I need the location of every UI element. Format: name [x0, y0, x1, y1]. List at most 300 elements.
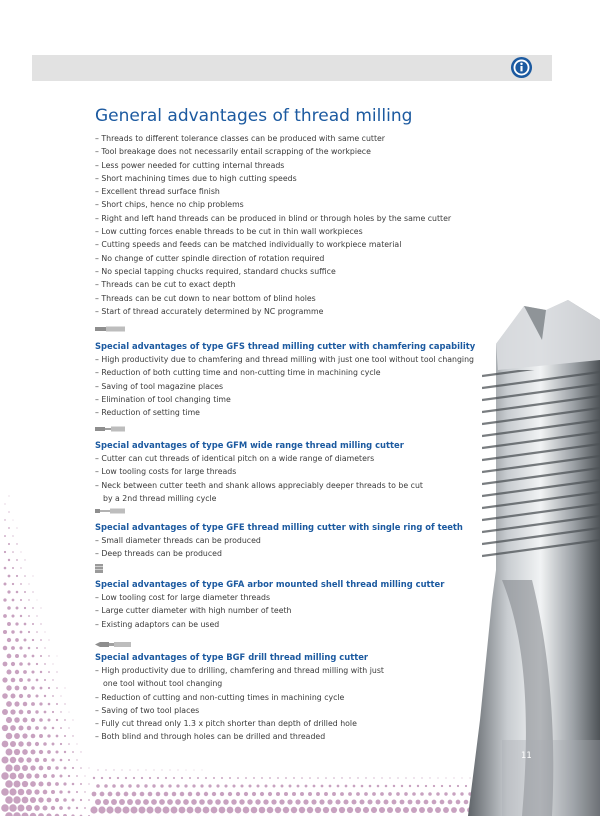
decorative-dot — [41, 608, 42, 609]
decorative-dot — [64, 703, 65, 704]
decorative-dot — [6, 733, 13, 740]
gfe-cutter-icon — [95, 508, 125, 514]
decorative-dot — [388, 792, 392, 796]
decorative-dot — [428, 792, 432, 796]
gfm-cutter-icon — [95, 426, 125, 432]
decorative-dot — [411, 807, 417, 813]
decorative-dot — [48, 639, 49, 640]
decorative-dot — [396, 792, 400, 796]
decorative-dot — [13, 780, 20, 787]
bgf-cutter-icon — [95, 641, 131, 648]
decorative-dot — [335, 799, 340, 804]
decorative-dot — [301, 777, 303, 779]
dash-bullet: – — [95, 705, 102, 715]
decorative-dot — [205, 777, 207, 779]
decorative-dot — [43, 726, 46, 729]
bgf-list — [95, 664, 475, 744]
list-item — [95, 380, 475, 393]
decorative-dot — [27, 726, 31, 730]
decorative-dot — [257, 785, 260, 788]
decorative-dot — [215, 799, 221, 805]
decorative-dot — [101, 777, 103, 779]
decorative-dot — [124, 792, 129, 797]
decorative-dot — [380, 792, 384, 796]
decorative-dot — [173, 777, 175, 779]
decorative-dot — [3, 598, 6, 601]
decorative-dot — [45, 632, 46, 633]
decorative-dot — [4, 583, 7, 586]
decorative-dot — [13, 796, 20, 803]
decorative-dot — [453, 777, 454, 778]
list-item — [95, 406, 475, 419]
decorative-dot — [14, 701, 19, 706]
decorative-dot — [44, 647, 45, 648]
decorative-dot — [80, 783, 82, 785]
decorative-dot — [19, 710, 24, 715]
list-item — [95, 664, 475, 691]
decorative-dot — [80, 799, 82, 801]
decorative-dot — [3, 614, 7, 618]
decorative-dot — [23, 702, 28, 707]
decorative-dot — [417, 785, 419, 787]
decorative-dot — [355, 807, 361, 813]
decorative-dot — [221, 777, 223, 779]
decorative-dot — [13, 520, 14, 521]
decorative-dot — [15, 622, 18, 625]
decorative-dot — [183, 799, 189, 805]
decorative-dot — [97, 769, 98, 770]
decorative-dot — [44, 679, 46, 681]
decorative-dot — [31, 670, 34, 673]
decorative-dot — [176, 784, 179, 787]
decorative-dot — [437, 777, 438, 778]
decorative-dot — [15, 686, 20, 691]
decorative-dot — [43, 790, 48, 795]
decorative-dot — [52, 743, 55, 746]
decorative-dot — [141, 777, 143, 779]
decorative-dot — [14, 765, 21, 772]
section-gfm — [95, 439, 475, 505]
decorative-dot — [16, 527, 17, 528]
decorative-dot — [60, 775, 63, 778]
decorative-dot — [300, 792, 304, 796]
decorative-dot — [34, 789, 39, 794]
list-item-text: Right and left hand threads can be produced in blind or through holes by the same cutter — [101, 213, 452, 223]
decorative-dot — [171, 807, 178, 814]
decorative-dot — [409, 785, 411, 787]
decorative-dot — [22, 781, 28, 787]
decorative-dot — [15, 638, 19, 642]
decorative-dot — [69, 712, 70, 713]
decorative-dot — [140, 792, 145, 797]
decorative-dot — [343, 799, 348, 804]
gfm-list — [95, 452, 475, 505]
decorative-dot — [244, 792, 248, 796]
list-item-text: Reduction of cutting and non-cutting times in machining cycle — [101, 692, 345, 702]
info-icon — [510, 56, 533, 79]
section-heading: Special advantages of type GFS thread milling cutter with chamfering capability — [95, 341, 476, 351]
decorative-dot — [80, 767, 82, 769]
decorative-dot — [103, 799, 109, 805]
decorative-dot — [36, 679, 39, 682]
decorative-dot — [122, 806, 129, 813]
decorative-dot — [24, 607, 26, 609]
decorative-dot — [42, 805, 47, 810]
decorative-dot — [30, 781, 36, 787]
decorative-dot — [172, 792, 177, 797]
decorative-dot — [22, 797, 29, 804]
decorative-dot — [440, 800, 445, 805]
gfa-cutter-icon — [95, 564, 103, 573]
list-item-text: Saving of two tool places — [101, 705, 200, 715]
decorative-dot — [287, 799, 292, 804]
decorative-dot — [211, 807, 218, 814]
decorative-dot — [376, 800, 381, 805]
decorative-dot — [44, 711, 47, 714]
decorative-dot — [18, 757, 24, 763]
decorative-dot — [26, 789, 32, 795]
decorative-dot — [11, 630, 14, 633]
header-bar — [32, 55, 552, 81]
decorative-dot — [68, 743, 70, 745]
decorative-dot — [204, 792, 208, 796]
list-item-text: Small diameter threads can be produced — [101, 536, 261, 545]
decorative-dot — [11, 694, 16, 699]
decorative-dot — [284, 792, 288, 796]
decorative-dot — [109, 777, 111, 779]
decorative-dot — [255, 799, 260, 804]
decorative-dot — [345, 785, 348, 788]
decorative-dot — [22, 749, 28, 755]
decorative-dot — [387, 807, 393, 813]
decorative-dot — [220, 792, 224, 796]
decorative-dot — [105, 769, 106, 770]
dash-bullet: – — [95, 606, 102, 616]
decorative-dot — [38, 797, 43, 802]
decorative-dot — [68, 759, 70, 761]
decorative-dot — [35, 710, 38, 713]
decorative-dot — [100, 792, 105, 797]
decorative-dot — [32, 623, 34, 625]
decorative-dot — [413, 777, 414, 778]
decorative-dot — [16, 607, 19, 610]
decorative-dot — [36, 647, 38, 649]
dash-bullet: – — [95, 394, 102, 404]
decorative-dot — [72, 799, 75, 802]
decorative-dot — [52, 663, 53, 664]
decorative-dot — [152, 784, 155, 787]
list-item — [95, 452, 475, 465]
decorative-dot — [18, 773, 24, 779]
dash-bullet: – — [95, 454, 102, 463]
gfs-cutter-icon — [95, 326, 125, 332]
decorative-dot — [6, 669, 11, 674]
section-bgf — [95, 651, 475, 744]
decorative-dot — [331, 807, 337, 813]
dash-bullet: – — [95, 666, 102, 675]
decorative-dot — [168, 784, 171, 787]
decorative-dot — [84, 775, 85, 776]
decorative-dot — [403, 807, 409, 813]
decorative-dot — [27, 678, 30, 681]
decorative-dot — [309, 777, 311, 779]
decorative-dot — [28, 647, 31, 650]
decorative-dot — [405, 777, 406, 778]
decorative-dot — [5, 764, 12, 771]
list-item — [95, 265, 465, 278]
decorative-dot — [239, 799, 244, 804]
list-item-text: Threads can be cut down to near bottom of blind holes — [101, 293, 316, 303]
list-item — [95, 604, 475, 617]
decorative-dot — [63, 798, 67, 802]
decorative-dot — [35, 694, 38, 697]
decorative-dot — [389, 777, 390, 778]
decorative-dot — [55, 782, 59, 786]
decorative-dot — [39, 750, 43, 754]
decorative-dot — [28, 583, 29, 584]
decorative-dot — [35, 726, 39, 730]
decorative-dot — [165, 777, 167, 779]
section-heading: Special advantages of type GFM wide range thread milling cutter — [95, 440, 404, 450]
decorative-dot — [135, 799, 141, 805]
list-item — [95, 479, 475, 506]
decorative-dot — [95, 799, 101, 805]
dash-bullet: – — [95, 213, 102, 223]
list-item-text: Existing adaptors can be used — [101, 619, 220, 629]
decorative-dot — [2, 693, 8, 699]
decorative-dot — [14, 733, 20, 739]
decorative-dot — [252, 792, 256, 796]
decorative-dot — [2, 741, 9, 748]
decorative-dot — [179, 807, 186, 814]
decorative-dot — [12, 535, 13, 536]
decorative-dot — [7, 590, 10, 593]
decorative-dot — [21, 552, 22, 553]
decorative-dot — [47, 798, 52, 803]
decorative-dot — [359, 799, 364, 804]
decorative-dot — [269, 777, 271, 779]
decorative-dot — [26, 805, 32, 811]
dash-bullet: – — [95, 173, 102, 183]
decorative-dot — [259, 807, 266, 814]
decorative-dot — [267, 807, 274, 814]
decorative-dot — [39, 718, 43, 722]
list-item — [95, 618, 475, 631]
decorative-dot — [194, 770, 195, 771]
dash-bullet: – — [95, 227, 102, 237]
dash-bullet: – — [95, 293, 102, 303]
decorative-dot — [23, 718, 28, 723]
decorative-dot — [10, 773, 17, 780]
decorative-dot — [373, 777, 374, 778]
list-item-text: Low tooling cost for large diameter threads — [101, 593, 271, 602]
list-item — [95, 591, 475, 604]
decorative-dot — [39, 766, 44, 771]
decorative-dot — [8, 575, 11, 578]
decorative-dot — [377, 785, 380, 788]
decorative-dot — [321, 785, 324, 788]
decorative-dot — [35, 742, 39, 746]
decorative-dot — [340, 792, 344, 796]
decorative-dot — [51, 758, 54, 761]
decorative-dot — [1, 772, 8, 779]
decorative-dot — [384, 800, 389, 805]
decorative-dot — [191, 799, 197, 805]
decorative-dot — [1, 804, 9, 812]
decorative-dot — [19, 646, 22, 649]
decorative-dot — [6, 717, 12, 723]
decorative-dot — [307, 807, 313, 813]
decorative-dot — [68, 775, 70, 777]
decorative-dot — [12, 551, 14, 553]
decorative-dot — [363, 807, 369, 813]
dash-bullet: – — [95, 253, 102, 263]
decorative-dot — [392, 800, 397, 805]
decorative-dot — [353, 785, 356, 788]
page-title: General advantages of thread milling — [95, 106, 413, 126]
decorative-dot — [456, 800, 461, 805]
decorative-dot — [251, 807, 258, 814]
list-item — [95, 145, 465, 158]
decorative-dot — [273, 785, 276, 788]
dash-bullet: – — [95, 692, 102, 702]
decorative-dot — [116, 792, 121, 797]
decorative-dot — [332, 792, 336, 796]
dash-bullet: – — [95, 240, 102, 250]
decorative-dot — [18, 805, 25, 812]
decorative-dot — [188, 792, 192, 796]
list-item — [95, 132, 465, 145]
decorative-dot — [43, 758, 47, 762]
decorative-dot — [34, 805, 40, 811]
decorative-dot — [8, 527, 10, 529]
dash-bullet: – — [95, 368, 102, 378]
decorative-dot — [138, 806, 145, 813]
decorative-dot — [98, 806, 105, 813]
decorative-dot — [23, 670, 27, 674]
decorative-dot — [247, 799, 252, 804]
decorative-dot — [92, 792, 97, 797]
decorative-dot — [130, 806, 137, 813]
decorative-dot — [420, 792, 424, 796]
decorative-dot — [441, 785, 443, 787]
decorative-dot — [265, 785, 268, 788]
decorative-dot — [315, 807, 321, 813]
decorative-dot — [305, 785, 308, 788]
decorative-dot — [337, 785, 340, 788]
decorative-dot — [6, 749, 13, 756]
gfa-list — [95, 591, 475, 631]
list-item — [95, 212, 465, 225]
decorative-dot — [167, 799, 173, 805]
decorative-dot — [68, 727, 69, 728]
decorative-dot — [80, 751, 81, 752]
decorative-dot — [84, 807, 86, 809]
decorative-dot — [104, 784, 108, 788]
list-item — [95, 465, 475, 478]
decorative-dot — [381, 777, 382, 778]
list-item-text: Reduction of both cutting time and non-cutting time in machining cycle — [101, 368, 381, 378]
decorative-dot — [408, 800, 413, 805]
decorative-dot — [243, 807, 250, 814]
decorative-dot — [48, 655, 49, 656]
decorative-dot — [401, 785, 403, 787]
list-item-text: No special tapping chucks required, standard chucks suffice — [101, 266, 336, 276]
decorative-dot — [20, 599, 22, 601]
decorative-dot — [39, 702, 42, 705]
decorative-dot — [48, 719, 51, 722]
decorative-dot — [154, 770, 155, 771]
decorative-dot — [43, 774, 47, 778]
decorative-dot — [90, 806, 97, 813]
decorative-dot — [196, 792, 200, 796]
decorative-dot — [219, 807, 226, 814]
decorative-dot — [369, 785, 372, 788]
decorative-dot — [47, 766, 51, 770]
decorative-dot — [349, 777, 350, 778]
decorative-dot — [30, 765, 35, 770]
dash-bullet: – — [95, 134, 102, 143]
decorative-dot — [224, 784, 227, 787]
decorative-dot — [235, 807, 242, 814]
decorative-dot — [237, 777, 239, 779]
decorative-dot — [170, 770, 171, 771]
decorative-dot — [24, 575, 26, 577]
decorative-dot — [47, 750, 51, 754]
decorative-dot — [72, 767, 74, 769]
list-item-text: Short machining times due to high cutting speeds — [101, 173, 297, 183]
decorative-dot — [207, 799, 213, 805]
decorative-dot — [299, 807, 305, 813]
dash-bullet: – — [95, 306, 102, 316]
decorative-dot — [327, 799, 332, 804]
decorative-dot — [444, 792, 447, 795]
decorative-dot — [31, 734, 36, 739]
list-item — [95, 393, 475, 406]
decorative-dot — [47, 782, 51, 786]
decorative-dot — [268, 792, 272, 796]
dash-bullet: – — [95, 719, 102, 729]
decorative-dot — [151, 799, 157, 805]
decorative-dot — [341, 777, 342, 778]
decorative-dot — [20, 615, 22, 617]
list-item — [95, 717, 475, 730]
list-item — [95, 704, 475, 717]
decorative-dot — [313, 785, 316, 788]
decorative-dot — [60, 743, 62, 745]
decorative-dot — [37, 600, 38, 601]
decorative-dot — [160, 784, 163, 787]
decorative-dot — [212, 792, 216, 796]
decorative-dot — [14, 749, 20, 755]
decorative-dot — [5, 796, 13, 804]
decorative-dot — [40, 687, 43, 690]
decorative-dot — [443, 807, 449, 813]
list-item-text: Less power needed for cutting internal threads — [101, 160, 285, 170]
decorative-dot — [9, 788, 16, 795]
section-gfe — [95, 521, 475, 561]
decorative-dot — [187, 807, 194, 814]
decorative-dot — [145, 769, 146, 770]
decorative-dot — [3, 646, 7, 650]
decorative-dot — [240, 784, 243, 787]
decorative-dot — [197, 777, 199, 779]
decorative-dot — [18, 789, 25, 796]
decorative-dot — [20, 583, 22, 585]
page-number: 11 — [521, 751, 532, 761]
decorative-dot — [59, 790, 62, 793]
decorative-dot — [14, 717, 20, 723]
